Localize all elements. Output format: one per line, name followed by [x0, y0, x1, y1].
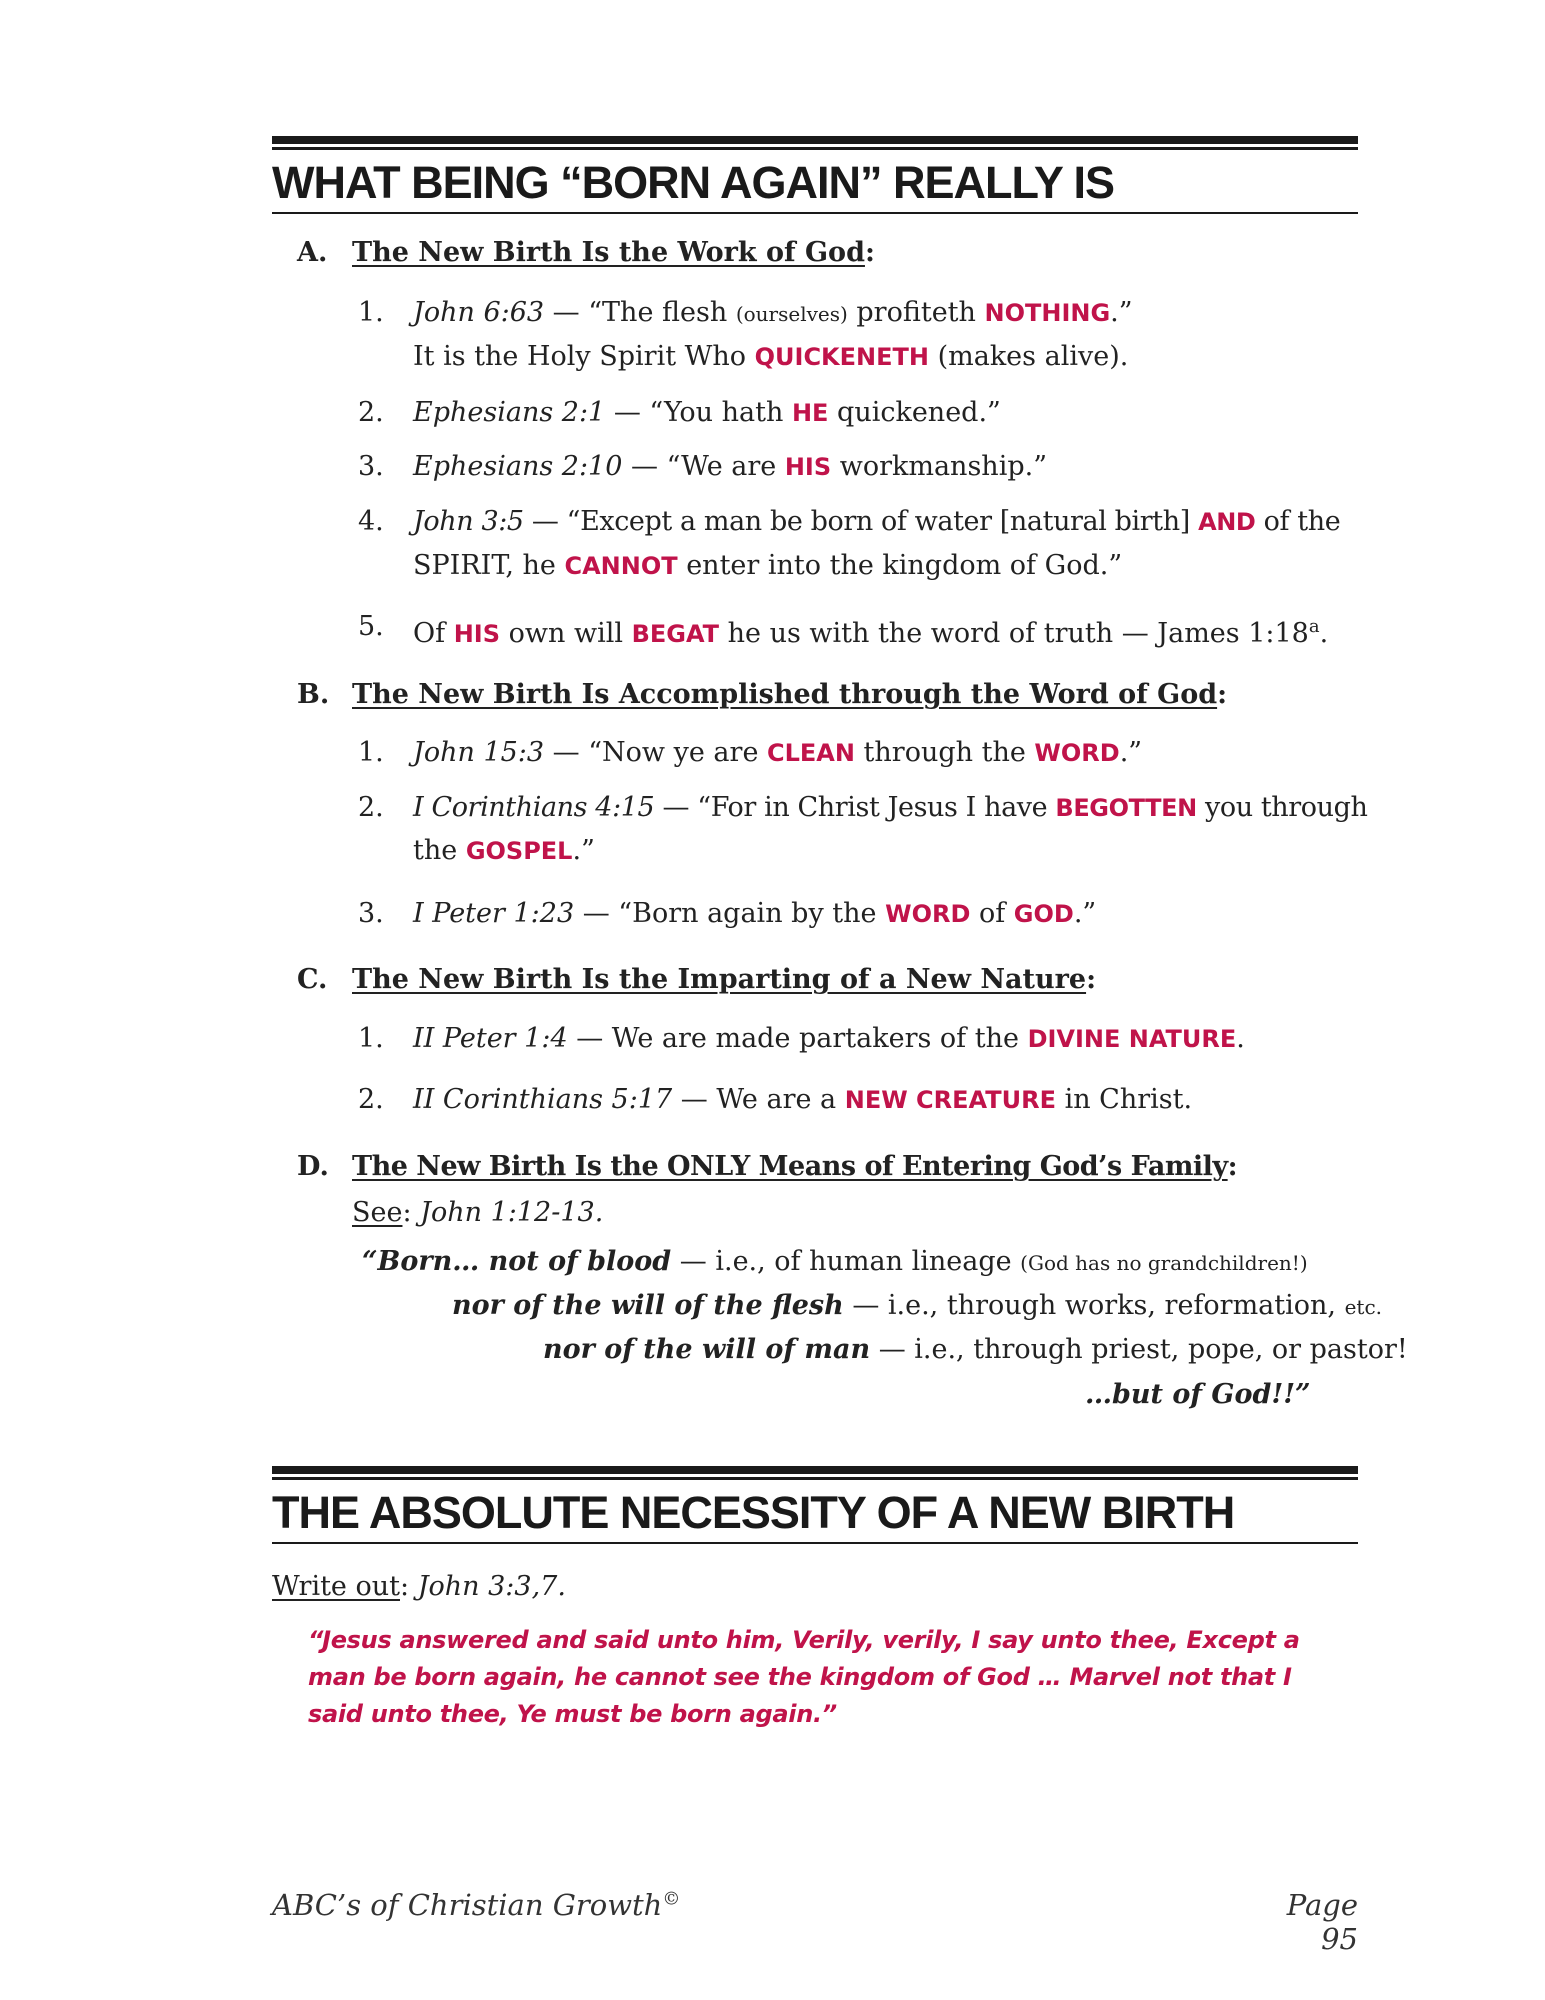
- list-number: 1.: [358, 297, 384, 328]
- emphasis: DIVINE NATURE: [1027, 1025, 1237, 1053]
- text: you through: [1196, 792, 1368, 823]
- scripture-ref: II Corinthians 5:17: [413, 1084, 673, 1115]
- text: .”: [1073, 898, 1097, 929]
- scripture-ref: I Peter 1:23: [413, 898, 575, 929]
- footer-book-title: [272, 1888, 680, 1922]
- scripture-ref: John 15:3: [413, 737, 545, 768]
- emphasis: CLEAN: [767, 739, 855, 767]
- quote-bold: nor of the will of man: [543, 1334, 871, 1365]
- scripture-ref: John 3:5: [413, 506, 524, 537]
- list-item: [413, 791, 1368, 825]
- superscript: a: [1308, 616, 1320, 637]
- list-item: [413, 897, 1096, 931]
- emphasis: AND: [1198, 508, 1256, 536]
- quote-bold: nor of the will of the flesh: [452, 1290, 844, 1321]
- text: workmanship.”: [831, 451, 1047, 482]
- colon: :: [1217, 679, 1228, 710]
- text: he us with the word of truth — James 1:18: [719, 618, 1309, 649]
- scripture-quote: “Jesus answered and said unto him, Verily, verily, I say unto thee, Except a man be born again, he cannot see the kingdom of God … Marvel not that I said unto thee, Ye must be born again.”: [308, 1626, 1300, 1728]
- emphasis: CANNOT: [564, 552, 678, 580]
- text: the: [413, 835, 466, 866]
- section-title: THE ABSOLUTE NECESSITY OF A NEW BIRTH: [272, 1487, 1235, 1538]
- list-number: 2.: [358, 792, 384, 823]
- list-item: [413, 505, 1340, 539]
- colon: :: [1227, 1151, 1238, 1182]
- outline-letter: A.: [297, 237, 328, 268]
- divider: [272, 1466, 1358, 1474]
- quote-line: [452, 1289, 1382, 1324]
- text: — “Born again by the: [574, 898, 886, 929]
- scripture-ref: II Peter 1:4: [413, 1023, 568, 1054]
- text: Of: [413, 618, 454, 649]
- outline-letter: B.: [297, 679, 330, 710]
- page-number: Page 95: [1286, 1888, 1358, 1956]
- text: .”: [1110, 297, 1133, 328]
- colon: :: [400, 1571, 418, 1602]
- emphasis: HIS: [453, 620, 501, 648]
- emphasis: WORD: [885, 900, 971, 928]
- list-number: 1.: [358, 1023, 384, 1054]
- scripture-ref: John 1:12-13.: [420, 1197, 604, 1228]
- outline-heading-text: The New Birth Is the Imparting of a New Nature: [352, 964, 1087, 995]
- text: through the: [854, 737, 1035, 768]
- text: — We are made partakers of the: [567, 1023, 1028, 1054]
- quote-line: [543, 1333, 1408, 1367]
- text: — “The flesh: [544, 297, 736, 328]
- list-item: [413, 736, 1142, 770]
- text: — “Now ye are: [544, 737, 767, 768]
- list-item: [413, 296, 1133, 331]
- emphasis: BEGAT: [631, 620, 720, 648]
- outline-heading: [352, 236, 875, 270]
- list-number: 2.: [358, 1084, 384, 1115]
- text: — “Except a man be born of water [natural birth]: [523, 506, 1199, 537]
- emphasis: WORD: [1034, 739, 1120, 767]
- list-item: [413, 1083, 1192, 1117]
- divider: [272, 1542, 1358, 1544]
- colon: :: [864, 237, 875, 268]
- text: (ourselves): [735, 302, 848, 326]
- outline-letter: D.: [297, 1151, 329, 1182]
- quote-line: [1085, 1378, 1311, 1412]
- scripture-ref: I Corinthians 4:15: [413, 792, 655, 823]
- text: (makes alive).: [929, 341, 1129, 372]
- scripture-ref: John 6:63: [413, 297, 545, 328]
- book-title: ABC’s of Christian Growth: [272, 1888, 663, 1922]
- text: profiteth: [847, 297, 985, 328]
- emphasis: GOD: [1013, 900, 1074, 928]
- list-item: [413, 450, 1047, 484]
- see-label: See: [352, 1197, 403, 1228]
- text: It is the Holy Spirit Who: [413, 341, 755, 372]
- list-number: 1.: [358, 737, 384, 768]
- quote-bold: …but of God!!”: [1085, 1379, 1311, 1410]
- quote-line: [362, 1245, 1308, 1280]
- emphasis: BEGOTTEN: [1055, 794, 1197, 822]
- scripture-ref: John 3:3,7.: [417, 1571, 566, 1602]
- colon: :: [402, 1197, 421, 1228]
- text: of the: [1255, 506, 1341, 537]
- text: .”: [572, 835, 595, 866]
- divider: [272, 212, 1358, 214]
- text: (God has no grandchildren!): [1020, 1251, 1308, 1275]
- emphasis: NEW CREATURE: [844, 1086, 1056, 1114]
- list-item-continued: [413, 340, 1128, 374]
- list-item: [413, 1022, 1245, 1056]
- scripture-ref: Ephesians 2:10: [413, 451, 623, 482]
- outline-heading: [352, 678, 1227, 712]
- copyright-mark: ©: [662, 1888, 681, 1910]
- section-header: [272, 136, 1358, 214]
- divider: [272, 136, 1358, 144]
- outline-letter: C.: [297, 964, 328, 995]
- outline-heading: [352, 963, 1096, 997]
- text: in Christ.: [1055, 1084, 1193, 1115]
- text: .: [1236, 1023, 1245, 1054]
- text: etc.: [1344, 1295, 1383, 1319]
- text: — We are a: [672, 1084, 845, 1115]
- text: — “For in Christ Jesus I have: [654, 792, 1056, 823]
- list-number: 2.: [358, 397, 384, 428]
- list-number: 3.: [358, 451, 384, 482]
- emphasis: QUICKENETH: [754, 343, 929, 371]
- text: SPIRIT, he: [413, 550, 565, 581]
- outline-heading-text: The New Birth Is the Work of God: [352, 237, 865, 268]
- emphasis: NOTHING: [984, 299, 1111, 327]
- list-item-continued: [413, 834, 595, 868]
- colon: :: [1086, 964, 1097, 995]
- scripture-ref: Ephesians 2:1: [413, 397, 606, 428]
- text: — i.e., through priest, pope, or pastor!: [870, 1334, 1408, 1365]
- list-item: [413, 610, 1328, 651]
- list-number: 4.: [358, 506, 384, 537]
- list-number: 3.: [358, 898, 384, 929]
- text: — i.e., of human lineage: [671, 1246, 1021, 1277]
- list-number: 5.: [358, 611, 384, 642]
- text: enter into the kingdom of God.”: [677, 550, 1123, 581]
- list-item-continued: [413, 549, 1122, 583]
- quote-bold: “Born… not of blood: [362, 1246, 672, 1277]
- text: — “We are: [622, 451, 785, 482]
- section-header: [272, 1466, 1358, 1544]
- emphasis: HIS: [784, 453, 832, 481]
- text: of: [970, 898, 1014, 929]
- write-out-instruction: [272, 1570, 566, 1604]
- text: — “You hath: [605, 397, 792, 428]
- write-out-label: Write out: [272, 1571, 400, 1602]
- see-reference: [352, 1196, 603, 1230]
- section-title: WHAT BEING “BORN AGAIN” REALLY IS: [272, 157, 1115, 208]
- emphasis: GOSPEL: [465, 837, 573, 865]
- outline-heading-text: The New Birth Is Accomplished through the Word of God: [352, 679, 1218, 710]
- emphasis: HE: [791, 399, 829, 427]
- outline-heading-text: The New Birth Is the ONLY Means of Entering God’s Family: [352, 1151, 1228, 1182]
- text: .: [1319, 618, 1329, 649]
- text: own will: [500, 618, 632, 649]
- outline-heading: [352, 1150, 1237, 1184]
- text: — i.e., through works, reformation,: [843, 1290, 1345, 1321]
- list-item: [413, 396, 1001, 430]
- text: .”: [1119, 737, 1143, 768]
- text: quickened.”: [828, 397, 1001, 428]
